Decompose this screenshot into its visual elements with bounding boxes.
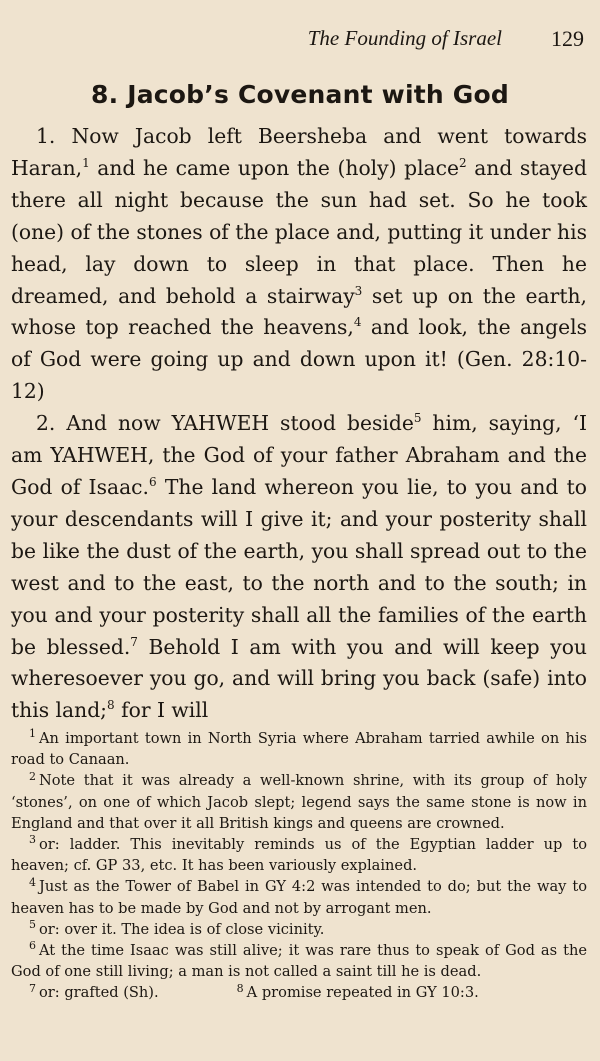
footnote-number: 8 [236,981,244,995]
footnote-8 [237,982,479,1003]
footnote-row-7-8 [11,982,587,1003]
text-segment: And now YAHWEH stood beside [66,411,414,436]
page-header [0,26,600,54]
footnote-number: 7 [29,981,36,995]
footnote-ref: 5 [413,411,422,426]
text-segment: for I will [114,698,209,723]
footnote-ref: 7 [130,634,138,649]
paragraph-number: 1. [36,124,56,148]
footnote-1 [11,728,587,770]
footnote-ref: 8 [107,698,115,713]
text-segment: and stayed there all night because the sun had set. So he took (one) of the stones of the place and, putting it under his head, lay down to sleep in that place. Then he dreamed, and behold a stairway [11,155,588,308]
footnote-6 [11,940,587,982]
footnote-3 [11,834,587,876]
footnote-5 [11,919,587,940]
paragraph-2 [11,408,587,727]
footnote-number: 2 [29,769,36,783]
footnote-text: or: over it. The idea is of close vicinity. [39,920,325,938]
text-segment: and look, the angels of God were going up and down upon it! (Gen. 28:10-12) [11,315,587,404]
footnote-text: A promise repeated in GY 10:3. [246,984,479,1002]
footnote-ref: 2 [459,156,467,171]
paragraph-1 [11,121,587,408]
text-segment: and he came upon the (holy) place [89,155,460,180]
running-title: The Founding of Israel [307,26,502,50]
footnote-ref: 4 [353,315,362,330]
text-segment: set up on the earth, whose top reached the heavens, [11,283,587,340]
footnote-number: 4 [29,875,36,889]
footnote-number: 1 [29,727,36,741]
footnote-7 [11,982,159,1003]
footnote-ref: 6 [148,475,157,490]
footnote-text: Note that it was already a well-known shrine, with its group of holy ‘stones’, on one of which Jacob slept; legend says the same stone is now in England and that over it all British kings and queens are crowned. [11,772,587,832]
footnote-text: Just as the Tower of Babel in GY 4:2 was intended to do; but the way to heaven has to be made by God and not by arrogant men. [11,878,587,917]
footnote-ref: 1 [82,156,90,171]
footnote-number: 6 [29,939,36,953]
section-title: 8. Jacob’s Covenant with God [91,80,509,109]
footnote-number: 5 [29,917,36,931]
page-number: 129 [551,26,584,51]
text-segment: Behold I am with you and will keep you wheresoever you go, and will bring you back (safe) into this land; [11,634,587,723]
footnote-text: or: grafted (Sh). [39,984,159,1002]
text-segment: him, saying, ‘I am YAHWEH, the God of your father Abraham and the God of Isaac. [11,411,587,499]
body-text [11,121,587,727]
footnote-number: 3 [29,833,36,847]
footnotes [11,728,587,1004]
footnote-text: At the time Isaac was still alive; it was rare thus to speak of God as the God of one still living; a man is not called a saint till he is dead. [11,942,587,981]
footnote-4 [11,876,587,918]
text-segment: Now Jacob left Beersheba and went towards Haran, [11,124,587,180]
footnote-ref: 3 [354,283,363,298]
footnote-text: An important town in North Syria where Abraham tarried awhile on his road to Canaan. [11,730,587,769]
text-segment: The land whereon you lie, to you and to your descendants will I give it; and your posterity shall be like the dust of the earth, you shall spread out to the west and to the east, to the north and to the south; in you and your posterity shall all the families of the earth be blessed. [11,474,587,659]
paragraph-number: 2. [36,411,56,436]
footnote-2 [11,770,587,834]
footnote-text: or: ladder. This inevitably reminds us of the Egyptian ladder up to heaven; cf. GP 33, etc. It has been variously explained. [11,836,587,875]
